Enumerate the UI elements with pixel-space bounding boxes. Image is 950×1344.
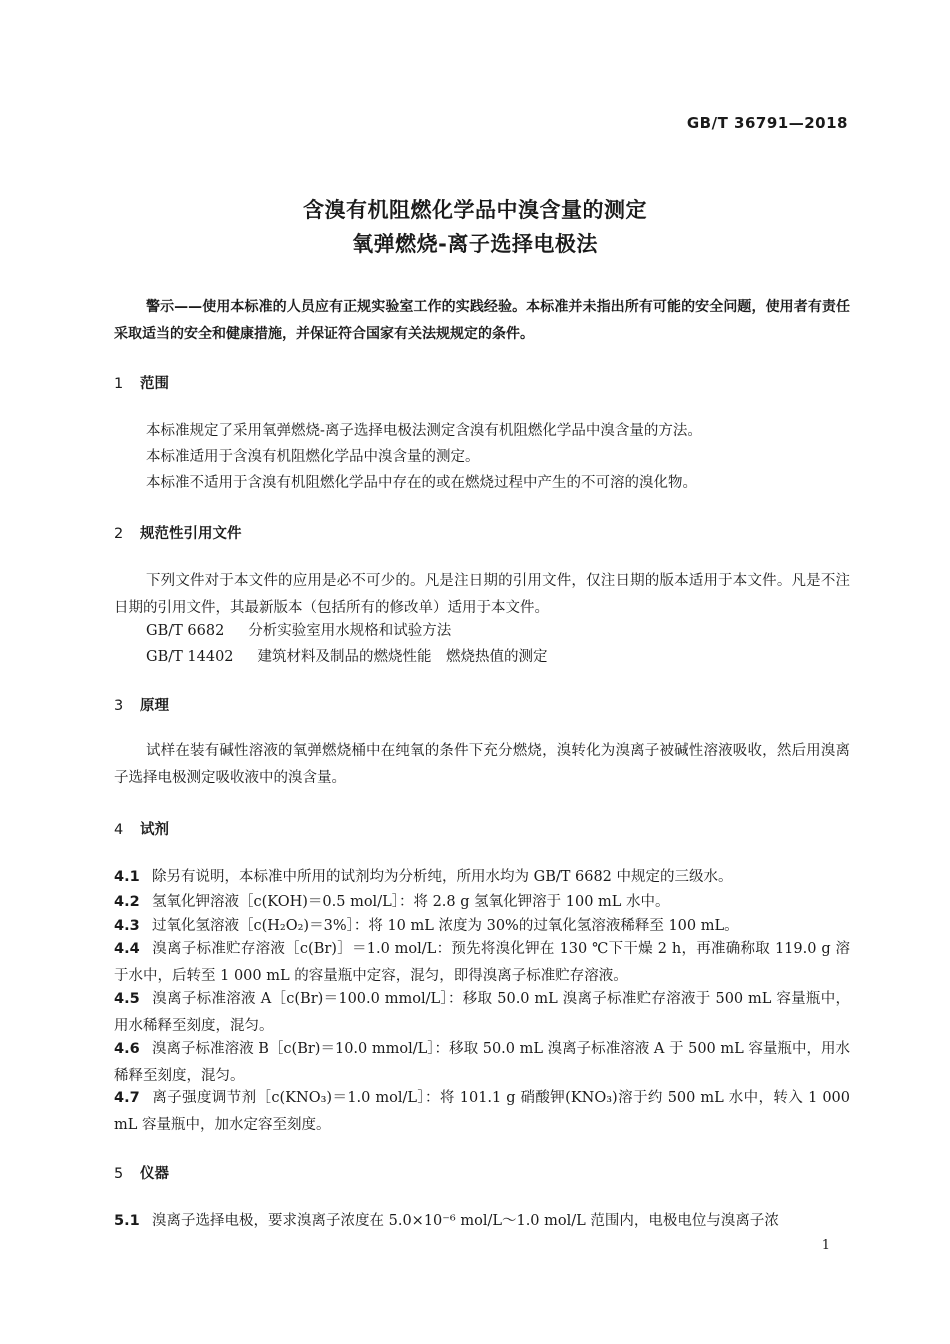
section-number: 1 bbox=[114, 376, 124, 392]
section-3-heading bbox=[114, 694, 169, 715]
section-number: 5 bbox=[114, 1166, 124, 1182]
reference-code: GB/T 14402 bbox=[146, 649, 234, 665]
clause-number: 4.5 bbox=[114, 991, 140, 1007]
standard-code: GB/T 36791—2018 bbox=[686, 114, 848, 132]
clause-text: 过氧化氢溶液［c(H₂O₂)＝3%］：将 10 mL 浓度为 30%的过氧化氢溶液稀释至 100 mL。 bbox=[152, 918, 739, 934]
warning-paragraph: 警示——使用本标准的人员应有正规实验室工作的实践经验。本标准并未指出所有可能的安全问题，使用者有责任采取适当的安全和健康措施，并保证符合国家有关法规规定的条件。 bbox=[114, 299, 850, 342]
page-title-line1: 含溴有机阻燃化学品中溴含量的测定 bbox=[303, 198, 647, 222]
section-title: 范围 bbox=[140, 376, 169, 392]
clause-text: 溴离子选择电极，要求溴离子浓度在 5.0×10⁻⁶ mol/L～1.0 mol/L 范围内，电极电位与溴离子浓 bbox=[152, 1213, 779, 1229]
clause-4-5 bbox=[114, 986, 850, 1040]
clause-4-1 bbox=[114, 864, 850, 891]
clause-number: 4.1 bbox=[114, 869, 140, 885]
clause-4-4 bbox=[114, 936, 850, 990]
reference-item bbox=[146, 618, 451, 645]
normative-references-intro: 下列文件对于本文件的应用是必不可少的。凡是注日期的引用文件，仅注日期的版本适用于本文件。凡是不注日期的引用文件，其最新版本（包括所有的修改单）适用于本文件。 bbox=[114, 573, 850, 616]
clause-text: 溴离子标准溶液 A［c(Br)＝100.0 mmol/L］：移取 50.0 mL 溴离子标准贮存溶液于 500 mL 容量瓶中，用水稀释至刻度，混匀。 bbox=[114, 991, 850, 1034]
clause-text: 离子强度调节剂［c(KNO₃)＝1.0 mol/L］：将 101.1 g 硝酸钾(KNO₃)溶于约 500 mL 水中，转入 1 000 mL 容量瓶中，加水定容至刻度。 bbox=[114, 1090, 850, 1133]
reference-item bbox=[146, 644, 548, 671]
clause-text: 除另有说明，本标准中所用的试剂均为分析纯，所用水均为 GB/T 6682 中规定的三级水。 bbox=[152, 869, 733, 885]
reference-code: GB/T 6682 bbox=[146, 623, 225, 639]
clause-text: 氢氧化钾溶液［c(KOH)＝0.5 mol/L］：将 2.8 g 氢氧化钾溶于 100 mL 水中。 bbox=[152, 894, 670, 910]
clause-text: 溴离子标准溶液 B［c(Br)＝10.0 mmol/L］：移取 50.0 mL 溴离子标准溶液 A 于 500 mL 容量瓶中，用水稀释至刻度，混匀。 bbox=[114, 1041, 850, 1084]
section-title: 原理 bbox=[140, 698, 169, 714]
clause-4-2 bbox=[114, 889, 850, 916]
section-2-heading bbox=[114, 522, 242, 543]
scope-line-2: 本标准适用于含溴有机阻燃化学品中溴含量的测定。 bbox=[146, 449, 480, 465]
scope-line-1: 本标准规定了采用氧弹燃烧-离子选择电极法测定含溴有机阻燃化学品中溴含量的方法。 bbox=[146, 423, 702, 439]
section-5-heading bbox=[114, 1162, 169, 1183]
clause-number: 4.7 bbox=[114, 1090, 140, 1106]
clause-4-6 bbox=[114, 1036, 850, 1090]
reference-title: 建筑材料及制品的燃烧性能 燃烧热值的测定 bbox=[257, 649, 548, 665]
section-4-heading bbox=[114, 818, 169, 839]
clause-number: 4.2 bbox=[114, 894, 140, 910]
clause-text: 溴离子标准贮存溶液［c(Br)］＝1.0 mol/L：预先将溴化钾在 130 ℃下干燥 2 h，再准确称取 119.0 g 溶于水中，后转至 1 000 mL 的容量瓶中定容，混匀，即得溴离子标准贮存溶液。 bbox=[114, 941, 850, 984]
principle-paragraph: 试样在装有碱性溶液的氧弹燃烧桶中在纯氧的条件下充分燃烧，溴转化为溴离子被碱性溶液吸收，然后用溴离子选择电极测定吸收液中的溴含量。 bbox=[114, 743, 850, 786]
section-1-heading bbox=[114, 372, 169, 393]
page-number: 1 bbox=[821, 1238, 830, 1253]
section-title: 仪器 bbox=[140, 1166, 169, 1182]
clause-4-7 bbox=[114, 1085, 850, 1139]
clause-number: 5.1 bbox=[114, 1213, 140, 1229]
section-number: 3 bbox=[114, 698, 124, 714]
clause-number: 4.4 bbox=[114, 941, 140, 957]
clause-5-1 bbox=[114, 1208, 850, 1235]
scope-line-3: 本标准不适用于含溴有机阻燃化学品中存在的或在燃烧过程中产生的不可溶的溴化物。 bbox=[146, 475, 697, 491]
section-number: 4 bbox=[114, 822, 124, 838]
clause-number: 4.6 bbox=[114, 1041, 140, 1057]
clause-number: 4.3 bbox=[114, 918, 140, 934]
section-title: 试剂 bbox=[140, 822, 169, 838]
section-title: 规范性引用文件 bbox=[140, 526, 242, 542]
reference-title: 分析实验室用水规格和试验方法 bbox=[248, 623, 452, 639]
section-number: 2 bbox=[114, 526, 124, 542]
page-title-line2: 氧弹燃烧-离子选择电极法 bbox=[352, 232, 598, 256]
